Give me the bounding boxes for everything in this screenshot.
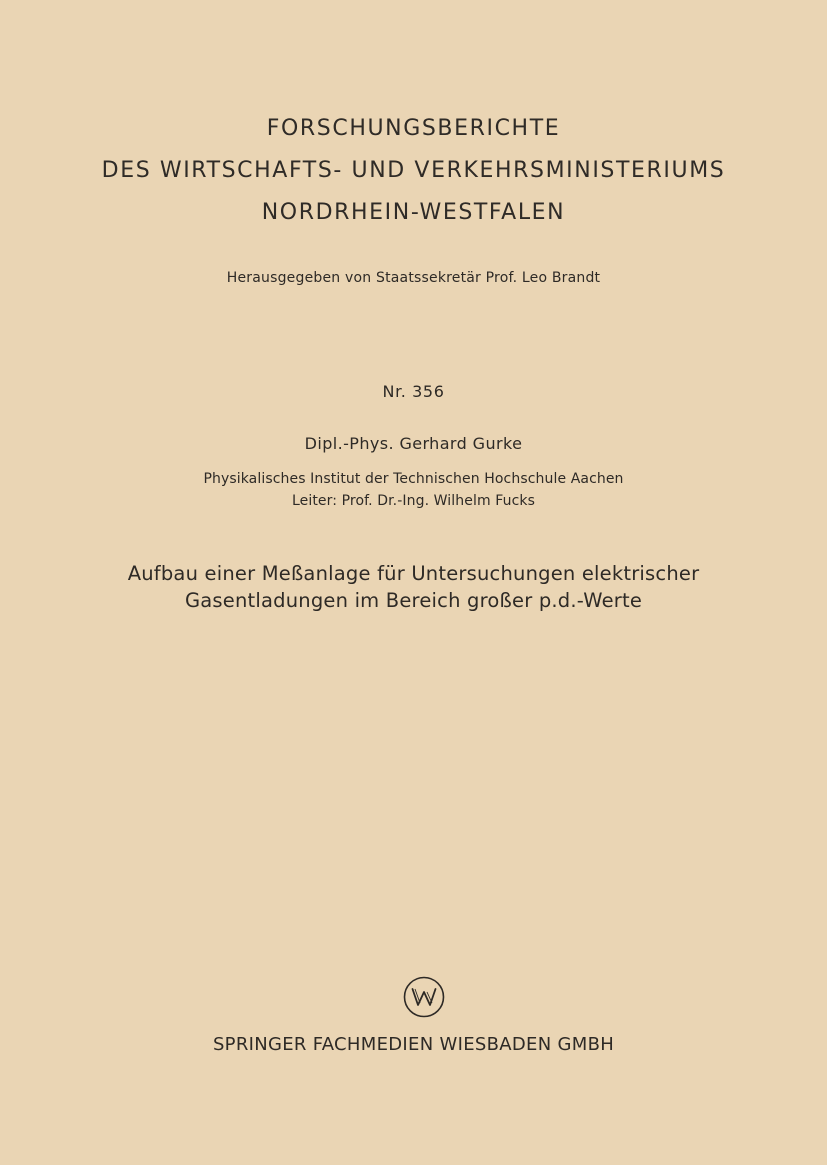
- series-title-line-2: DES WIRTSCHAFTS- UND VERKEHRSMINISTERIUMS: [101, 158, 726, 183]
- editor-line: Herausgegeben von Staatssekretär Prof. Leo Brandt: [226, 270, 601, 286]
- institute-line-1: Physikalisches Institut der Technischen Hochschule Aachen: [203, 471, 624, 487]
- book-title-line-2: Gasentladungen im Bereich großer p.d.-Werte: [184, 589, 643, 612]
- author-name: Dipl.-Phys. Gerhard Gurke: [304, 434, 523, 453]
- springer-logo-icon: [403, 976, 445, 1018]
- book-title-line-1: Aufbau einer Meßanlage für Untersuchungen elektrischer: [127, 562, 700, 585]
- series-title-line-1: FORSCHUNGSBERICHTE: [266, 116, 561, 141]
- volume-number: Nr. 356: [382, 382, 445, 401]
- book-title: [0, 560, 827, 614]
- series-title-line-3: NORDRHEIN-WESTFALEN: [261, 200, 566, 225]
- institute-line-2: Leiter: Prof. Dr.-Ing. Wilhelm Fucks: [291, 493, 536, 509]
- institute-info: [0, 468, 827, 512]
- publisher-name: SPRINGER FACHMEDIEN WIESBADEN GMBH: [212, 1034, 615, 1055]
- series-title: [0, 108, 827, 234]
